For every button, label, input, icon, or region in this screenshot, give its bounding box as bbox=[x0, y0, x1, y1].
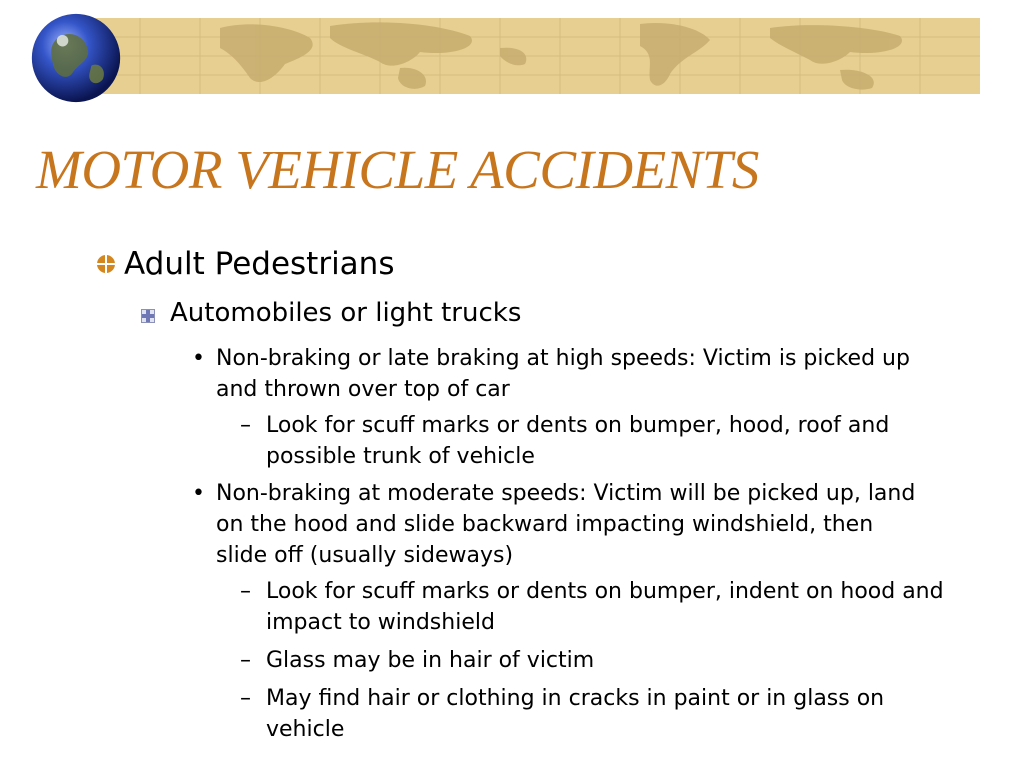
item-moderate-speeds: Non-braking at moderate speeds: Victim will be picked up, land on the hood and slide backward impacting windshield, then slide off (usually sideways) bbox=[216, 481, 916, 568]
subitem-scuff-roof: Look for scuff marks or dents on bumper, hood, roof and possible trunk of vehicle bbox=[266, 413, 890, 469]
subitem-hair-clothing: May find hair or clothing in cracks in paint or in glass on vehicle bbox=[266, 686, 885, 742]
bullet-dash-3: – bbox=[240, 648, 251, 673]
subitem-scuff-windshield: Look for scuff marks or dents on bumper, indent on hood and impact to windshield bbox=[266, 579, 944, 635]
bullet-dot-1: • bbox=[192, 346, 205, 371]
level1-bullet-icon bbox=[96, 254, 116, 274]
item-high-speeds: Non-braking or late braking at high speeds: Victim is picked up and thrown over top of car bbox=[216, 346, 910, 402]
bullet-dash-2: – bbox=[240, 579, 251, 604]
world-map-banner bbox=[80, 18, 980, 94]
bullet-dot-2: • bbox=[192, 481, 205, 506]
bullet-adult-pedestrians: Adult Pedestrians bbox=[124, 246, 395, 282]
slide-title: MOTOR VEHICLE ACCIDENTS bbox=[36, 139, 759, 200]
bullet-dash-4: – bbox=[240, 686, 251, 711]
subitem-glass-hair: Glass may be in hair of victim bbox=[266, 648, 595, 673]
globe-icon bbox=[28, 10, 124, 106]
bullet-dash-1: – bbox=[240, 413, 251, 438]
bullet-automobiles: Automobiles or light trucks bbox=[170, 298, 522, 328]
level2-bullet-icon bbox=[141, 309, 155, 323]
